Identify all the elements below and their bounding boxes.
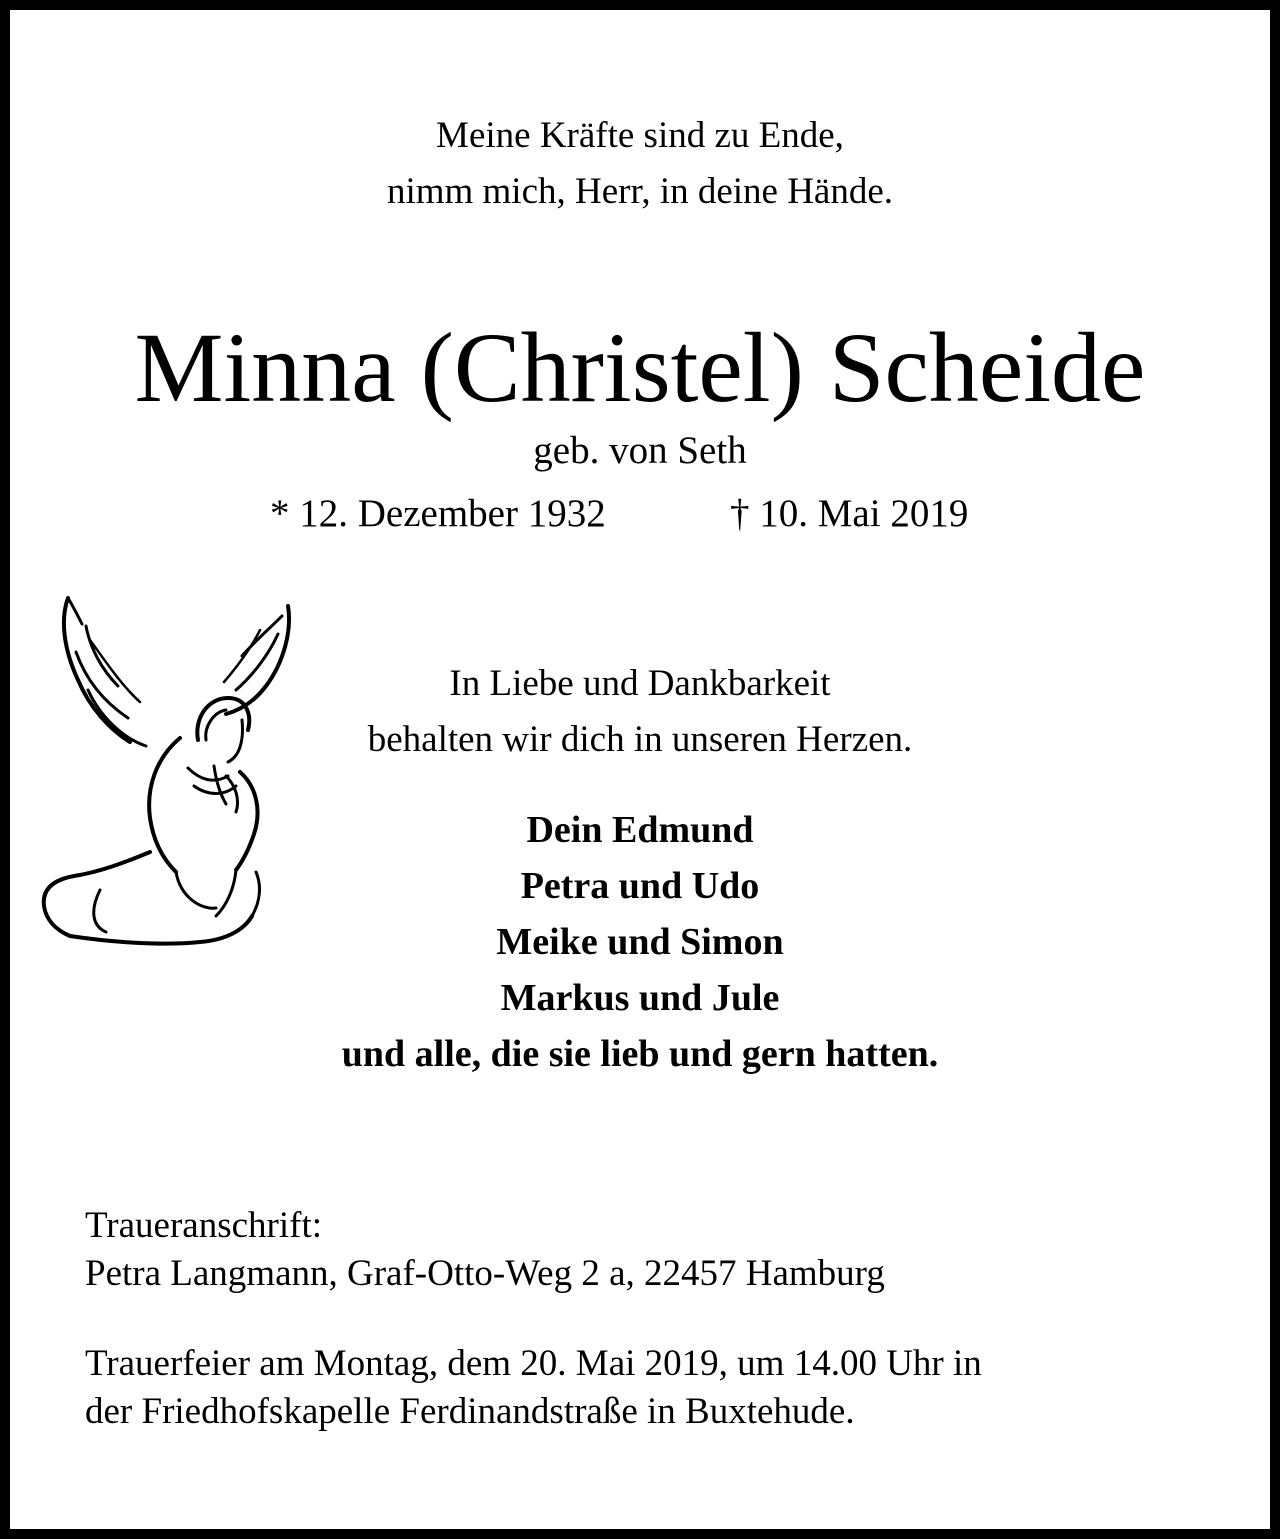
mourner-line: Petra und Udo (520, 865, 760, 907)
mourner-line: und alle, die sie lieb und gern hatten. (341, 1033, 939, 1075)
birth-date: * 12. Dezember 1932 (270, 492, 606, 535)
dedication-line-1: In Liebe und Dankbarkeit (449, 663, 831, 704)
mourning-address (85, 1202, 1225, 1298)
death-date: † 10. Mai 2019 (730, 492, 969, 535)
mourner-line: Meike und Simon (496, 921, 784, 963)
motto-line-1: Meine Kräfte sind zu Ende, (436, 115, 844, 156)
deceased-name: Minna (Christel) Scheide (134, 312, 1146, 423)
ceremony-line-2: der Friedhofskapelle Ferdinandstraße in Buxtehude. (85, 1391, 855, 1432)
address-label: Traueranschrift: (85, 1205, 323, 1246)
motto-line-2: nimm mich, Herr, in deine Hände. (386, 171, 894, 212)
funeral-ceremony-info (85, 1340, 1225, 1436)
dedication-text (150, 656, 1130, 768)
mourner-line: Markus und Jule (500, 977, 780, 1019)
mourner-line: Dein Edmund (526, 809, 754, 851)
address-text: Petra Langmann, Graf-Otto-Weg 2 a, 22457 Hamburg (85, 1253, 885, 1294)
dedication-line-2: behalten wir dich in unseren Herzen. (367, 719, 913, 760)
ceremony-line-1: Trauerfeier am Montag, dem 20. Mai 2019, um 14.00 Uhr in (85, 1343, 982, 1384)
maiden-name: geb. von Seth (533, 429, 747, 472)
motto-verse (0, 108, 1280, 220)
mourners-list (150, 802, 1130, 1082)
